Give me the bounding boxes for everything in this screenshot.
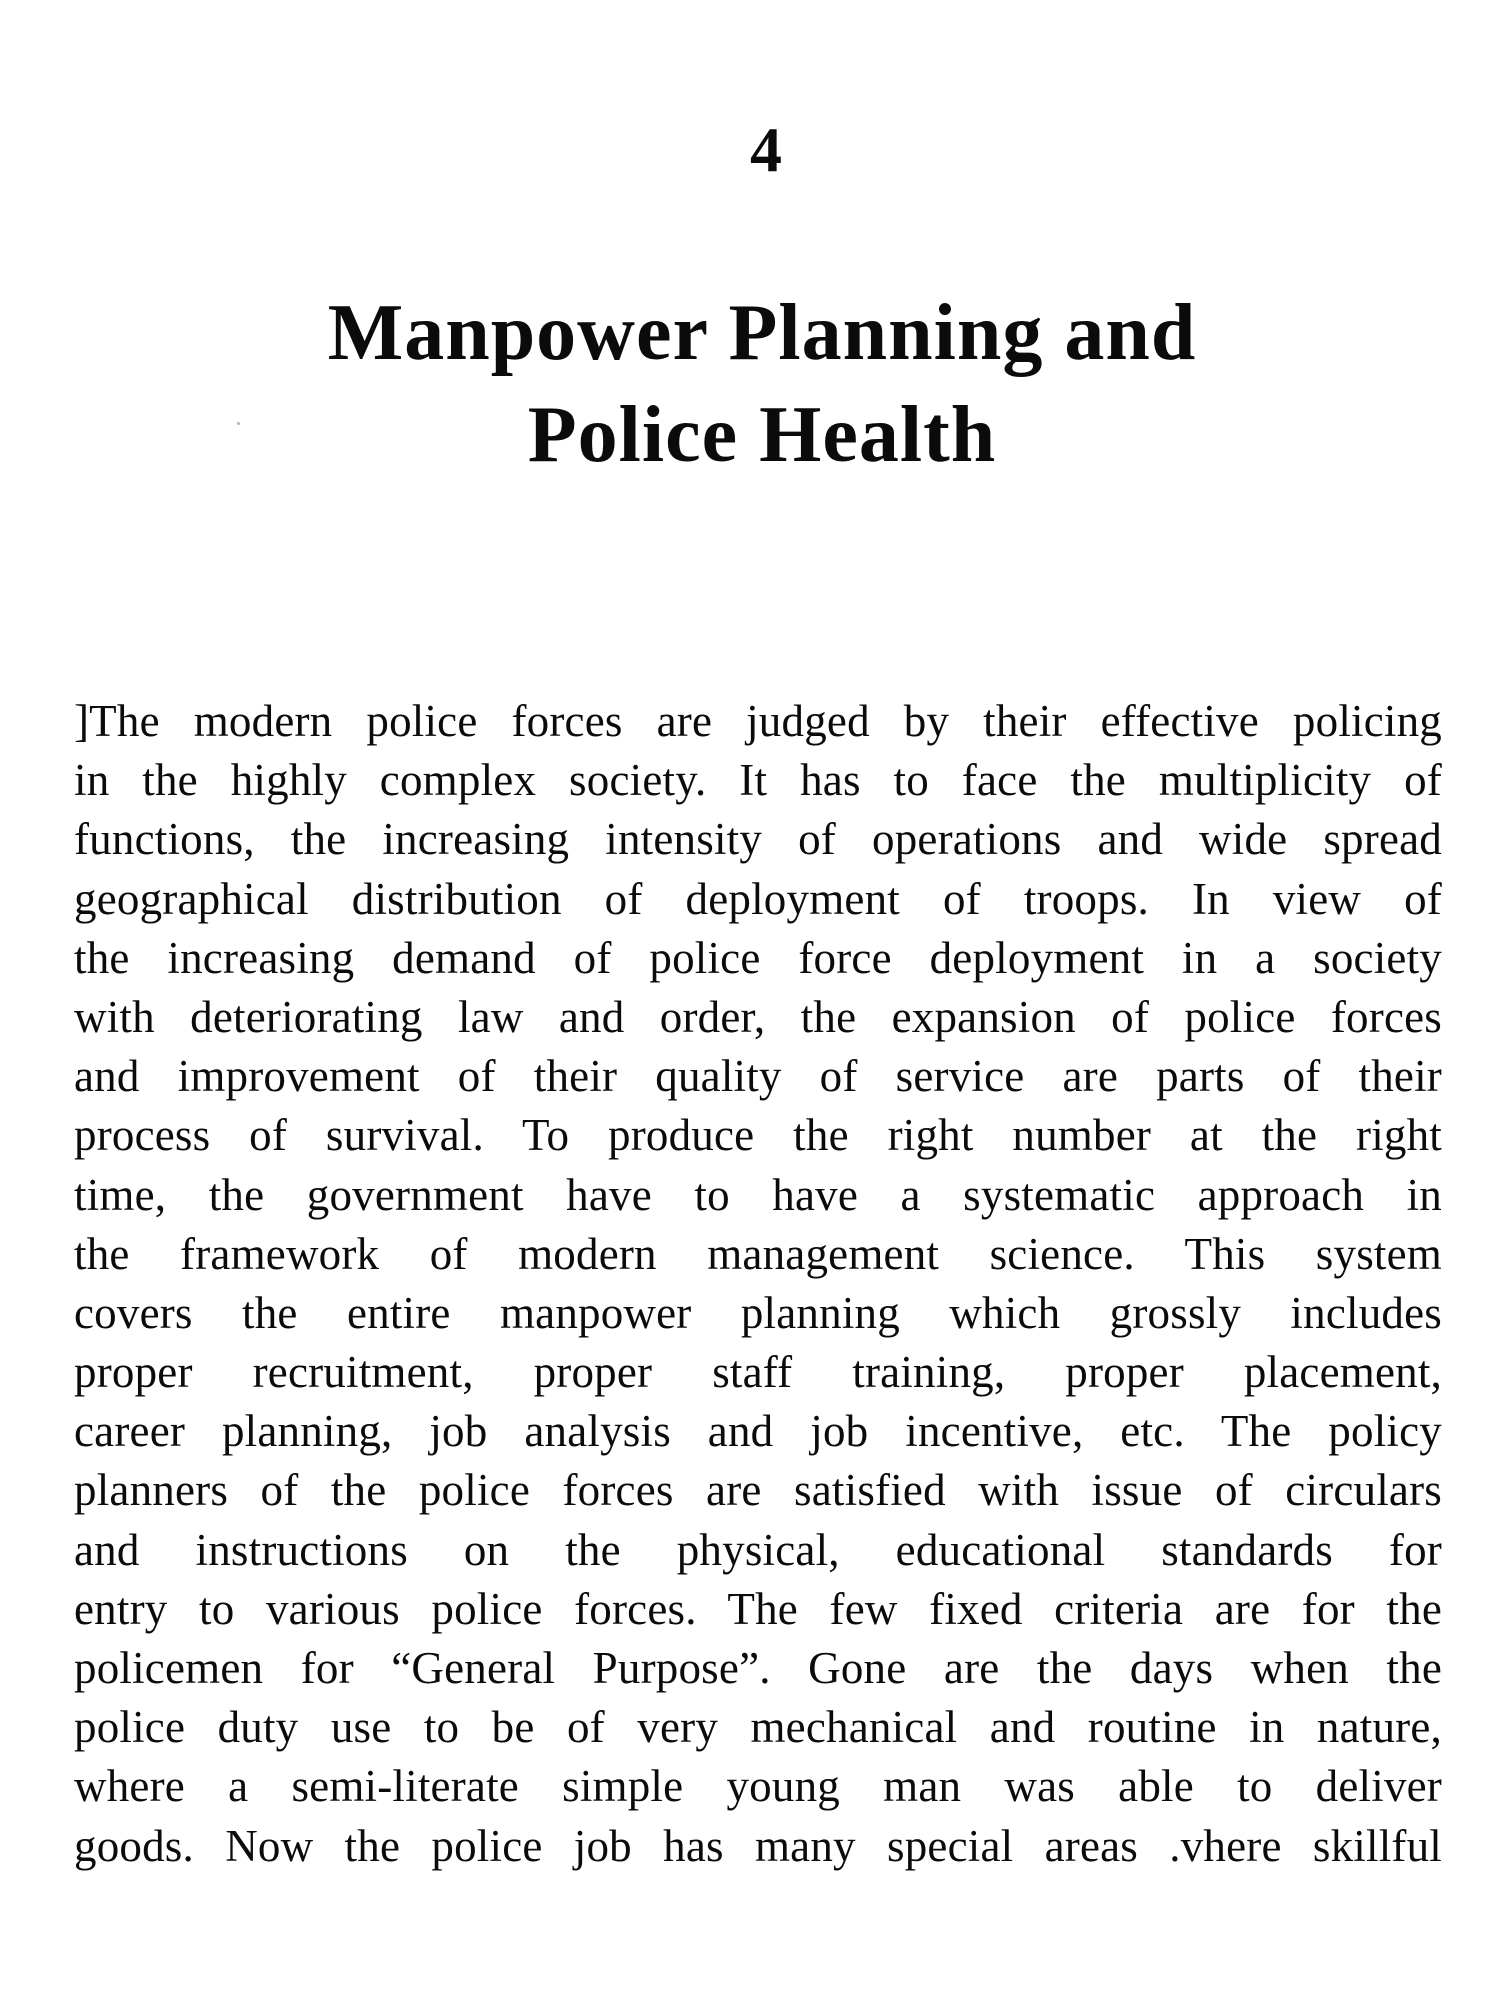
paragraph-line: with deteriorating law and order, the expansion of police forces: [74, 991, 1442, 1042]
chapter-title-line: Police Health: [527, 391, 997, 479]
chapter-title-line: Manpower Planning and: [327, 289, 1197, 377]
paragraph-line: policemen for “General Purpose”. Gone are the days when the: [74, 1643, 1442, 1693]
paragraph-line: covers the entire manpower planning which grossly includes: [74, 1287, 1442, 1338]
paragraph-line: planners of the police forces are satisfied with issue of circulars: [74, 1465, 1442, 1516]
paragraph-line: geographical distribution of deployment of troops. In view of: [74, 873, 1442, 924]
paragraph-line: the framework of modern management science. This system: [74, 1228, 1442, 1279]
paragraph-line: and improvement of their quality of service are parts of their: [74, 1051, 1442, 1102]
paragraph-line: career planning, job analysis and job incentive, etc. The policy: [74, 1406, 1442, 1457]
paragraph-line: where a semi-literate simple young man was able to deliver: [74, 1761, 1442, 1812]
paragraph-line: time, the government have to have a systematic approach in: [74, 1169, 1442, 1220]
paragraph-line: police duty use to be of very mechanical and routine in nature,: [74, 1702, 1442, 1753]
chapter-body-paragraph: [74, 692, 1442, 1876]
paragraph-line: functions, the increasing intensity of operations and wide spread: [74, 814, 1442, 865]
paragraph-line: process of survival. To produce the right number at the right: [74, 1110, 1442, 1161]
paragraph-line: proper recruitment, proper staff training, proper placement,: [74, 1347, 1442, 1398]
chapter-title: [12, 282, 1500, 486]
paragraph-line: entry to various police forces. The few fixed criteria are for the: [74, 1583, 1442, 1634]
paragraph-line: the increasing demand of police force deployment in a society: [74, 932, 1442, 983]
paragraph-line: and instructions on the physical, educational standards for: [74, 1524, 1442, 1575]
chapter-number: 4: [750, 114, 782, 185]
paragraph-line: in the highly complex society. It has to face the multiplicity of: [74, 755, 1442, 806]
paragraph-line: goods. Now the police job has many special areas .vhere skillful: [74, 1820, 1442, 1871]
paragraph-line: ]The modern police forces are judged by their effective policing: [74, 696, 1442, 746]
